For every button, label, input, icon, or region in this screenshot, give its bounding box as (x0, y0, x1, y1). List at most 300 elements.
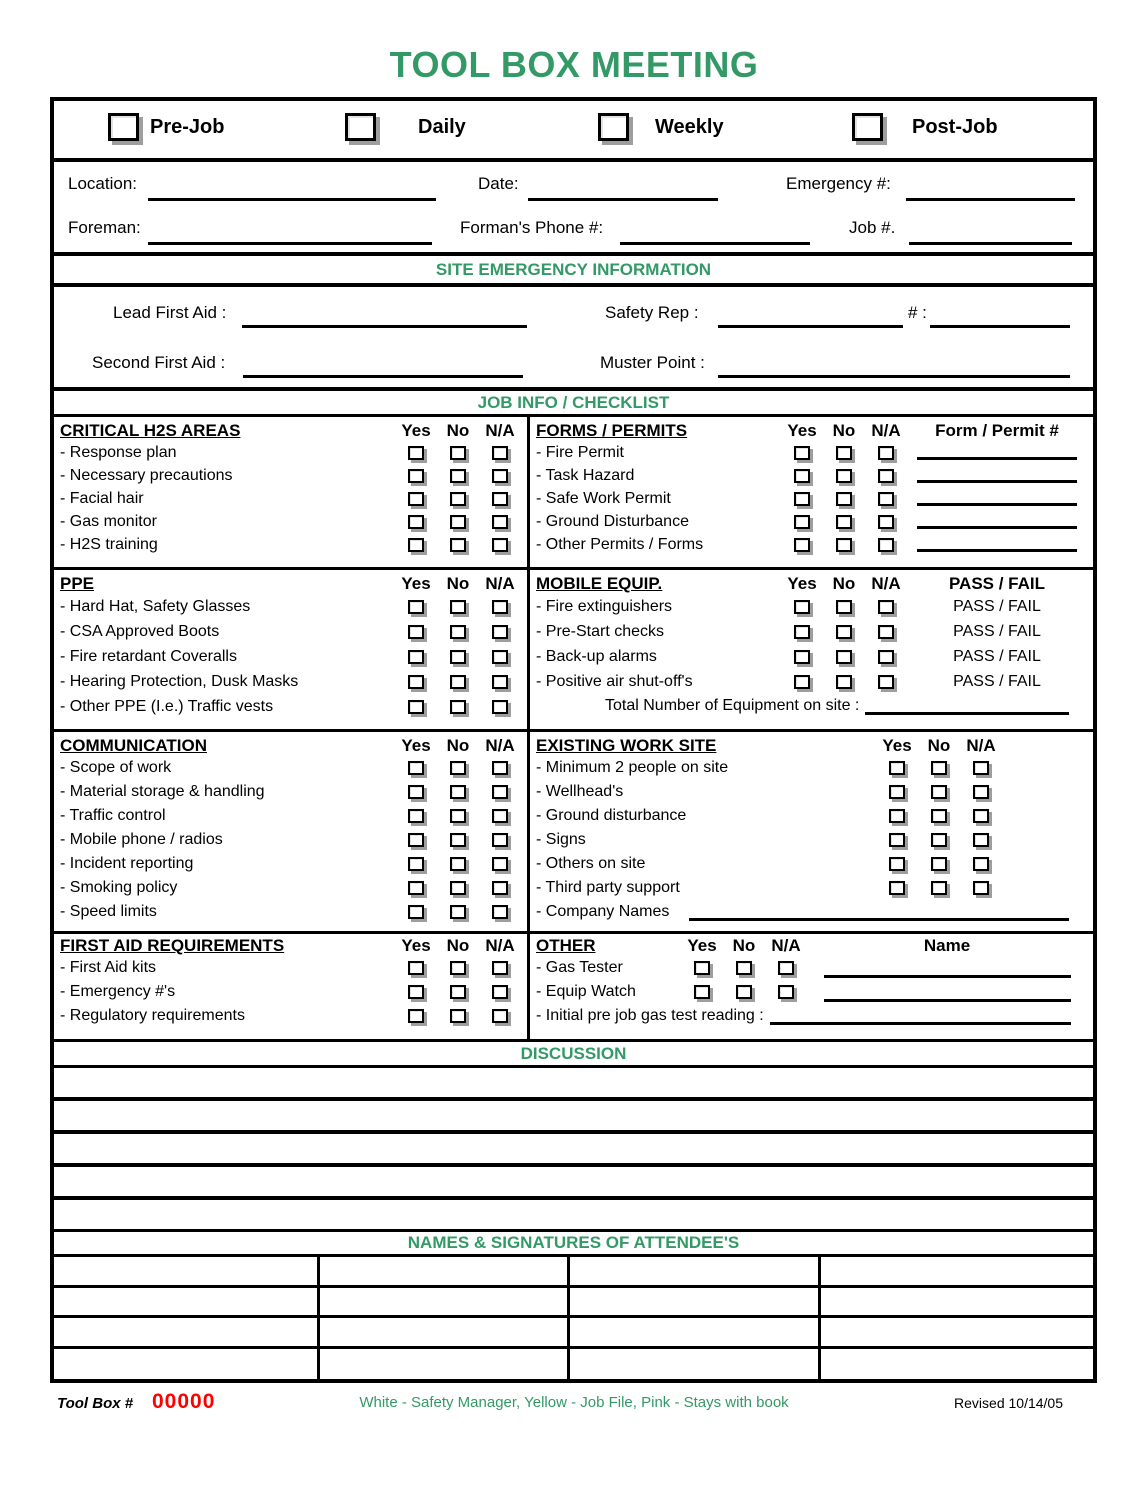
checklist-item (54, 669, 527, 694)
toolbox-meeting-form (50, 97, 1097, 1383)
item-label: - Third party support (536, 879, 680, 896)
no-checkbox[interactable] (836, 625, 852, 639)
permit-number-field[interactable] (917, 444, 1077, 460)
checklist-item (530, 619, 1093, 644)
yes-checkbox[interactable] (889, 833, 905, 847)
foreman-label: Foreman: (68, 218, 141, 237)
yes-checkbox[interactable] (889, 857, 905, 871)
na-checkbox[interactable] (492, 809, 508, 823)
attendees-header: NAMES & SIGNATURES OF ATTENDEE'S (54, 1232, 1093, 1254)
item-label: - Response plan (60, 443, 177, 461)
yes-checkbox[interactable] (408, 857, 424, 871)
lead-first-aid-field[interactable] (242, 325, 527, 328)
item-label: - Minimum 2 people on site (536, 759, 729, 776)
gas-test-reading-field[interactable] (770, 1013, 1071, 1025)
checklist-item (54, 756, 527, 780)
name-field[interactable] (824, 962, 1071, 978)
na-checkbox[interactable] (492, 985, 508, 999)
pass-fail-column-header: PASS / FAIL (948, 574, 1046, 593)
item-label: - Material storage & handling (60, 783, 265, 800)
no-checkbox[interactable] (450, 515, 466, 529)
na-checkbox[interactable] (878, 600, 894, 614)
attendee-signature-cell[interactable] (570, 1257, 821, 1288)
na-checkbox[interactable] (778, 961, 794, 975)
na-checkbox[interactable] (492, 785, 508, 799)
na-checkbox[interactable] (492, 881, 508, 895)
lead-first-aid-label: Lead First Aid : (113, 303, 227, 322)
na-checkbox[interactable] (492, 492, 508, 506)
header-info-block (54, 162, 1093, 252)
first-aid-title: FIRST AID REQUIREMENTS (60, 936, 285, 955)
checklist-item (54, 533, 527, 556)
checklist-item (54, 804, 527, 828)
safety-rep-number-field[interactable] (930, 325, 1070, 328)
item-label: - Fire retardant Coveralls (60, 647, 237, 665)
na-checkbox[interactable] (878, 446, 894, 460)
yes-checkbox[interactable] (889, 761, 905, 775)
yes-checkbox[interactable] (408, 905, 424, 919)
na-column-header: N/A (871, 421, 901, 440)
no-checkbox[interactable] (836, 469, 852, 483)
na-checkbox[interactable] (492, 625, 508, 639)
yes-checkbox[interactable] (694, 961, 710, 975)
yes-checkbox[interactable] (694, 985, 710, 999)
checklist-item (530, 464, 1093, 487)
no-column-header: No (446, 936, 470, 955)
item-label: - Gas monitor (60, 512, 157, 530)
na-checkbox[interactable] (878, 538, 894, 552)
attendee-signature-cell[interactable] (54, 1318, 320, 1349)
na-column-header: N/A (871, 574, 901, 593)
attendee-signature-cell[interactable] (821, 1349, 1093, 1380)
yes-checkbox[interactable] (408, 675, 424, 689)
attendee-signature-cell[interactable] (570, 1288, 821, 1319)
na-column-header: N/A (485, 421, 515, 440)
job-number-field[interactable] (909, 242, 1072, 245)
yes-checkbox[interactable] (889, 881, 905, 895)
item-label: - Signs (536, 831, 586, 848)
foreman-phone-label: Forman's Phone #: (460, 218, 604, 237)
item-label: - Gas Tester (536, 959, 623, 976)
item-label: - Back-up alarms (536, 647, 657, 665)
pass-fail-option[interactable]: PASS / FAIL (953, 672, 1041, 690)
checklist-item (54, 510, 527, 533)
checklist-item (54, 1004, 527, 1028)
no-checkbox[interactable] (836, 492, 852, 506)
yes-checkbox[interactable] (408, 961, 424, 975)
item-label: - H2S training (60, 535, 158, 553)
checklist-item (530, 804, 1093, 828)
no-column-header: No (446, 574, 470, 593)
name-field[interactable] (824, 986, 1071, 1002)
no-checkbox[interactable] (836, 538, 852, 552)
location-field[interactable] (148, 198, 436, 201)
checklist-item (530, 510, 1093, 533)
na-checkbox[interactable] (778, 985, 794, 999)
checklist-item (54, 464, 527, 487)
communication-title: COMMUNICATION (60, 736, 207, 755)
no-checkbox[interactable] (450, 700, 466, 714)
checklist-item (530, 441, 1093, 464)
no-checkbox[interactable] (450, 881, 466, 895)
checklist-item (54, 828, 527, 852)
pre-job-checkbox[interactable] (108, 113, 139, 141)
yes-checkbox[interactable] (408, 625, 424, 639)
attendee-signature-cell[interactable] (320, 1318, 570, 1349)
checklist-item (54, 900, 527, 924)
permit-number-field[interactable] (917, 536, 1077, 552)
item-label: - Smoking policy (60, 879, 178, 896)
checklist-item (54, 487, 527, 510)
checklist-item (54, 852, 527, 876)
date-field[interactable] (528, 198, 718, 201)
permit-number-field[interactable] (917, 490, 1077, 506)
name-column-header: Name (923, 936, 971, 955)
attendee-signature-cell[interactable] (821, 1288, 1093, 1319)
toolbox-number-label: Tool Box # (57, 1395, 134, 1412)
checklist-item (54, 644, 527, 669)
item-label: - Facial hair (60, 489, 144, 507)
na-column-header: N/A (485, 574, 515, 593)
yes-column-header: Yes (401, 421, 431, 440)
no-checkbox[interactable] (836, 446, 852, 460)
na-checkbox[interactable] (492, 469, 508, 483)
discussion-line[interactable] (54, 1068, 1093, 1097)
yes-column-header: Yes (401, 736, 431, 755)
section-firstaid-other (54, 934, 1093, 1039)
discussion-line[interactable] (54, 1101, 1093, 1130)
discussion-header: DISCUSSION (54, 1042, 1093, 1065)
checklist-item (54, 980, 527, 1004)
na-checkbox[interactable] (878, 625, 894, 639)
attendee-signature-cell[interactable] (54, 1288, 320, 1319)
mobile-equip-title: MOBILE EQUIP. (536, 574, 663, 593)
yes-checkbox[interactable] (794, 469, 810, 483)
checklist-item (54, 594, 527, 619)
pass-fail-option[interactable]: PASS / FAIL (953, 597, 1041, 615)
page-title: TOOL BOX MEETING (389, 44, 759, 85)
item-label: - Others on site (536, 855, 646, 872)
na-column-header: N/A (485, 936, 515, 955)
na-checkbox[interactable] (878, 515, 894, 529)
second-first-aid-label: Second First Aid : (92, 353, 226, 372)
checklist-item (54, 780, 527, 804)
yes-checkbox[interactable] (794, 600, 810, 614)
yes-checkbox[interactable] (408, 833, 424, 847)
yes-checkbox[interactable] (408, 785, 424, 799)
yes-column-header: Yes (401, 936, 431, 955)
checklist-item (530, 828, 1093, 852)
daily-label: Daily (418, 116, 466, 138)
na-checkbox[interactable] (492, 515, 508, 529)
total-equipment-field[interactable] (865, 703, 1069, 715)
job-number-label: Job #. (849, 218, 896, 237)
no-checkbox[interactable] (450, 985, 466, 999)
post-job-label: Post-Job (912, 116, 998, 138)
no-checkbox[interactable] (450, 538, 466, 552)
attendee-signature-cell[interactable] (320, 1288, 570, 1319)
na-checkbox[interactable] (492, 650, 508, 664)
date-label: Date: (478, 174, 519, 193)
na-checkbox[interactable] (492, 961, 508, 975)
item-label: - Task Hazard (536, 466, 635, 484)
item-label: - Fire Permit (536, 443, 624, 461)
attendee-signature-cell[interactable] (821, 1318, 1093, 1349)
no-column-header: No (832, 574, 856, 593)
yes-column-header: Yes (882, 736, 912, 755)
na-checkbox[interactable] (878, 650, 894, 664)
no-checkbox[interactable] (450, 761, 466, 775)
site-emergency-header: SITE EMERGENCY INFORMATION (54, 256, 1093, 283)
no-checkbox[interactable] (836, 650, 852, 664)
yes-checkbox[interactable] (794, 625, 810, 639)
no-checkbox[interactable] (450, 675, 466, 689)
na-checkbox[interactable] (492, 600, 508, 614)
yes-column-header: Yes (687, 936, 717, 955)
item-label: - Emergency #'s (60, 983, 176, 1000)
yes-checkbox[interactable] (408, 515, 424, 529)
yes-checkbox[interactable] (408, 700, 424, 714)
no-checkbox[interactable] (736, 985, 752, 999)
no-checkbox[interactable] (931, 881, 947, 895)
item-label: - First Aid kits (60, 959, 157, 976)
item-label: - Necessary precautions (60, 466, 233, 484)
item-label: - Regulatory requirements (60, 1007, 245, 1024)
safety-rep-field[interactable] (718, 325, 903, 328)
no-checkbox[interactable] (836, 675, 852, 689)
yes-checkbox[interactable] (794, 675, 810, 689)
weekly-checkbox[interactable] (598, 113, 629, 141)
attendee-signature-cell[interactable] (320, 1257, 570, 1288)
weekly-label: Weekly (655, 116, 724, 138)
checklist-item (530, 487, 1093, 510)
no-checkbox[interactable] (836, 600, 852, 614)
na-checkbox[interactable] (973, 881, 989, 895)
na-checkbox[interactable] (492, 905, 508, 919)
yes-checkbox[interactable] (408, 492, 424, 506)
section-communication-worksite (54, 732, 1093, 931)
no-checkbox[interactable] (450, 857, 466, 871)
no-checkbox[interactable] (450, 1009, 466, 1023)
item-label: - Hard Hat, Safety Glasses (60, 597, 251, 615)
attendee-signature-cell[interactable] (54, 1257, 320, 1288)
no-column-header: No (732, 936, 756, 955)
no-checkbox[interactable] (450, 492, 466, 506)
checklist-item (530, 756, 1093, 780)
item-label: - Equip Watch (536, 983, 636, 1000)
yes-column-header: Yes (401, 574, 431, 593)
no-checkbox[interactable] (450, 833, 466, 847)
checklist-item (530, 533, 1093, 556)
forms-permits-title: FORMS / PERMITS (536, 421, 688, 440)
yes-checkbox[interactable] (408, 761, 424, 775)
na-checkbox[interactable] (492, 857, 508, 871)
pre-job-label: Pre-Job (150, 116, 225, 138)
site-emergency-block (54, 287, 1093, 387)
no-checkbox[interactable] (450, 625, 466, 639)
checklist-item (54, 694, 527, 719)
na-column-header: N/A (485, 736, 515, 755)
post-job-checkbox[interactable] (852, 113, 883, 141)
na-checkbox[interactable] (973, 785, 989, 799)
location-label: Location: (68, 174, 137, 193)
yes-checkbox[interactable] (794, 538, 810, 552)
second-first-aid-field[interactable] (243, 375, 523, 378)
item-label: - Other Permits / Forms (536, 535, 704, 553)
attendee-signature-cell[interactable] (320, 1349, 570, 1380)
no-column-header: No (927, 736, 951, 755)
other-title: OTHER (536, 936, 596, 955)
na-checkbox[interactable] (492, 446, 508, 460)
checklist-item (530, 780, 1093, 804)
checklist-item (530, 956, 1093, 980)
item-label: - Scope of work (60, 759, 172, 776)
no-checkbox[interactable] (450, 785, 466, 799)
no-checkbox[interactable] (931, 809, 947, 823)
gas-test-reading-label: - Initial pre job gas test reading : (536, 1007, 764, 1024)
na-column-header: N/A (771, 936, 801, 955)
yes-checkbox[interactable] (408, 985, 424, 999)
permit-number-field[interactable] (917, 467, 1077, 483)
item-label: - Pre-Start checks (536, 622, 665, 640)
checklist-item (530, 669, 1093, 694)
emergency-number-field[interactable] (906, 198, 1075, 201)
na-checkbox[interactable] (973, 857, 989, 871)
yes-checkbox[interactable] (408, 809, 424, 823)
muster-point-field[interactable] (718, 375, 1070, 378)
attendee-signature-cell[interactable] (821, 1257, 1093, 1288)
attendees-signature-table (54, 1257, 1093, 1379)
section-ppe-mobile (54, 570, 1093, 729)
checklist-item (530, 852, 1093, 876)
item-label: - Wellhead's (536, 783, 624, 800)
yes-checkbox[interactable] (794, 446, 810, 460)
item-label: - Ground Disturbance (536, 512, 689, 530)
revision-date: Revised 10/14/05 (954, 1395, 1063, 1411)
na-checkbox[interactable] (492, 1009, 508, 1023)
item-label: - Fire extinguishers (536, 597, 673, 615)
safety-rep-label: Safety Rep : (605, 303, 699, 322)
yes-column-header: Yes (787, 421, 817, 440)
checklist-item (530, 876, 1093, 900)
pass-fail-option[interactable]: PASS / FAIL (953, 622, 1041, 640)
no-checkbox[interactable] (931, 785, 947, 799)
no-checkbox[interactable] (836, 515, 852, 529)
no-checkbox[interactable] (450, 809, 466, 823)
na-checkbox[interactable] (973, 833, 989, 847)
na-checkbox[interactable] (492, 761, 508, 775)
yes-checkbox[interactable] (408, 650, 424, 664)
attendee-signature-cell[interactable] (54, 1349, 320, 1380)
item-label: - Other PPE (I.e.) Traffic vests (60, 697, 274, 715)
yes-checkbox[interactable] (408, 469, 424, 483)
discussion-line[interactable] (54, 1200, 1093, 1229)
item-label: - Ground disturbance (536, 807, 687, 824)
no-checkbox[interactable] (450, 650, 466, 664)
discussion-line[interactable] (54, 1134, 1093, 1163)
emergency-number-label: Emergency #: (786, 174, 891, 193)
total-equipment-label: Total Number of Equipment on site : (605, 697, 860, 714)
foreman-phone-field[interactable] (620, 242, 810, 245)
checklist-item (54, 441, 527, 464)
na-checkbox[interactable] (492, 833, 508, 847)
form-permit-column-header: Form / Permit # (935, 421, 1059, 440)
checklist-item (530, 594, 1093, 619)
na-checkbox[interactable] (878, 469, 894, 483)
no-checkbox[interactable] (736, 961, 752, 975)
na-checkbox[interactable] (878, 675, 894, 689)
copy-distribution-note: White - Safety Manager, Yellow - Job File, Pink - Stays with book (359, 1394, 789, 1411)
checklist-item (530, 980, 1093, 1004)
na-checkbox[interactable] (973, 809, 989, 823)
ppe-title: PPE (60, 574, 95, 593)
attendee-signature-cell[interactable] (570, 1318, 821, 1349)
yes-checkbox[interactable] (408, 446, 424, 460)
yes-checkbox[interactable] (408, 600, 424, 614)
no-checkbox[interactable] (450, 446, 466, 460)
checklist-item (54, 956, 527, 980)
na-checkbox[interactable] (492, 538, 508, 552)
muster-point-label: Muster Point : (600, 353, 705, 372)
permit-number-field[interactable] (917, 513, 1077, 529)
na-checkbox[interactable] (492, 700, 508, 714)
footer (0, 1389, 1148, 1419)
yes-checkbox[interactable] (408, 538, 424, 552)
no-column-header: No (446, 736, 470, 755)
no-checkbox[interactable] (931, 761, 947, 775)
no-checkbox[interactable] (450, 469, 466, 483)
na-column-header: N/A (966, 736, 996, 755)
yes-checkbox[interactable] (408, 881, 424, 895)
yes-checkbox[interactable] (794, 515, 810, 529)
no-checkbox[interactable] (450, 961, 466, 975)
na-checkbox[interactable] (878, 492, 894, 506)
no-checkbox[interactable] (450, 905, 466, 919)
yes-checkbox[interactable] (794, 492, 810, 506)
yes-checkbox[interactable] (889, 785, 905, 799)
daily-checkbox[interactable] (345, 113, 376, 141)
item-label: - Safe Work Permit (536, 489, 671, 507)
existing-work-site-title: EXISTING WORK SITE (536, 736, 717, 755)
item-label: - Speed limits (60, 903, 157, 920)
section-h2s-forms (54, 417, 1093, 567)
no-checkbox[interactable] (931, 857, 947, 871)
yes-column-header: Yes (787, 574, 817, 593)
na-checkbox[interactable] (973, 761, 989, 775)
company-names-field[interactable] (689, 907, 1069, 921)
attendee-signature-cell[interactable] (570, 1349, 821, 1380)
yes-checkbox[interactable] (889, 809, 905, 823)
pass-fail-option[interactable]: PASS / FAIL (953, 647, 1041, 665)
discussion-line[interactable] (54, 1167, 1093, 1196)
item-label: - CSA Approved Boots (60, 622, 220, 640)
company-names-label: - Company Names (536, 903, 670, 920)
no-checkbox[interactable] (931, 833, 947, 847)
safety-rep-number-label: # : (908, 303, 927, 322)
item-label: - Positive air shut-off's (536, 672, 693, 690)
no-checkbox[interactable] (450, 600, 466, 614)
foreman-field[interactable] (148, 242, 432, 245)
yes-checkbox[interactable] (408, 1009, 424, 1023)
meeting-type-row (54, 101, 1093, 158)
item-label: - Hearing Protection, Dusk Masks (60, 672, 299, 690)
item-label: - Incident reporting (60, 855, 194, 872)
no-column-header: No (832, 421, 856, 440)
item-label: - Traffic control (60, 807, 166, 824)
na-checkbox[interactable] (492, 675, 508, 689)
yes-checkbox[interactable] (794, 650, 810, 664)
toolbox-number: 00000 (152, 1390, 216, 1413)
